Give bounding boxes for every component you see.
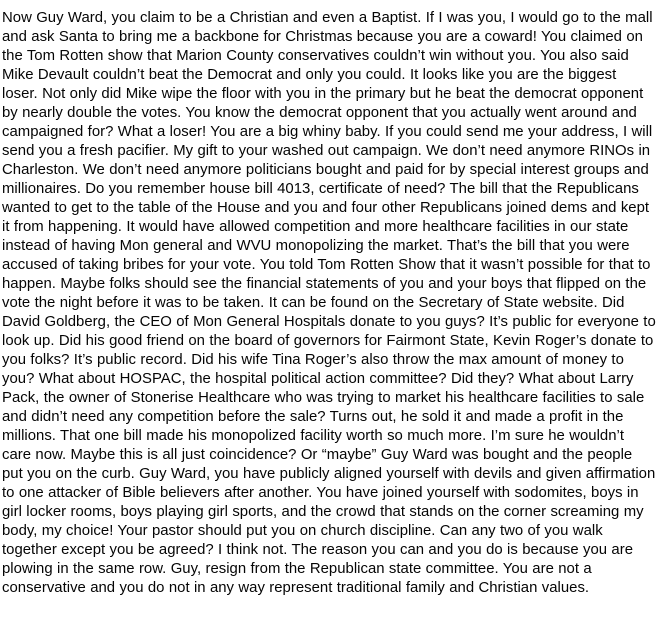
post-body-text: Now Guy Ward, you claim to be a Christian and even a Baptist. If I was you, I would go to the mall and ask Santa to bring me a backbone for Christmas because you are a coward! You claimed on the Tom Rotten show that Marion County conservatives couldn’t win without you. You also said Mike Devault couldn’t beat the Democrat and only you could. It looks like you are the biggest loser. Not only did Mike wipe the floor with you in the primary but he beat the democrat opponent by nearly double the votes. You know the democrat opponent that you actually went around and campaigned for? What a loser! You are a big whiny baby. If you could send me your address, I will send you a fresh pacifier. My gift to your washed out campaign. We don’t need anymore RINOs in Charleston. We don’t need anymore politicians bought and paid for by special interest groups and millionaires. Do you remember house bill 4013, certificate of need? The bill that the Republicans wanted to get to the table of the House and you and four other Republicans joined dems and kept it from happening. It would have allowed competition and more healthcare facilities in our state instead of having Mon general and WVU monopolizing the market. That’s the bill that you were accused of taking bribes for your vote. You told Tom Rotten Show that it wasn’t possible for that to happen. Maybe folks should see the financial statements of you and your boys that flipped on the vote the night before it was to be taken. It can be found on the Secretary of State website. Did David Goldberg, the CEO of Mon General Hospitals donate to you guys? It’s public for everyone to look up. Did his good friend on the board of governors for Fairmont State, Kevin Roger’s donate to you folks? It’s public record. Did his wife Tina Roger’s also throw the max amount of money to you? What about HOSPAC, the hospital political action committee? Did they? What about Larry Pack, the owner of Stonerise Healthcare who was trying to market his healthcare facilities to sale and didn’t need any competition before the sale? Turns out, he sold it and made a profit in the millions. That one bill made his monopolized facility worth so much more. I’m sure he wouldn’t care now. Maybe this is all just coincidence? Or “maybe” Guy Ward was bought and the people put you on the curb. Guy Ward, you have publicly aligned yourself with devils and given affirmation to one attacker of Bible believers after another. You have joined yourself with sodomites, boys in girl locker rooms, boys playing girl sports, and the crowd that stands on the corner screaming my body, my choice! Your pastor should put you on church discipline. Can any two of you walk together except you be agreed? I think not. The reason you can and you do is because you are plowing in the same row. Guy, resign from the Republican state committee. You are not a conservative and you do not in any way represent traditional family and Christian values. — [2, 10, 656, 596]
